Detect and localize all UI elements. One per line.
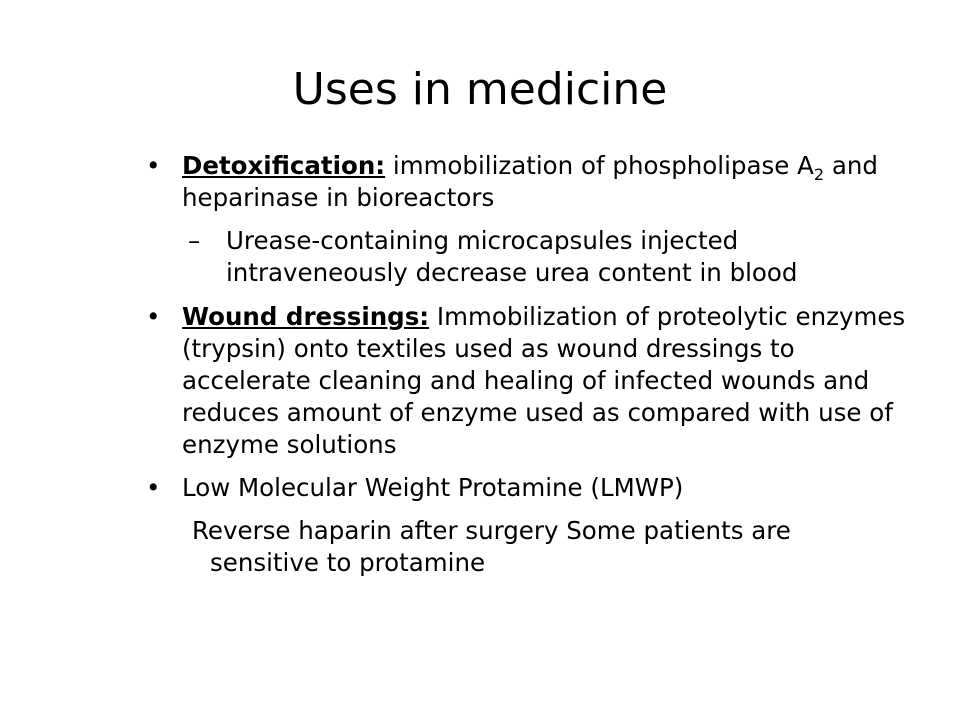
bullet-heading: Wound dressings: <box>182 302 430 331</box>
bullet-heading: Detoxification: <box>182 151 386 180</box>
bullet-marker: • <box>146 473 161 502</box>
subscript-text: 2 <box>813 164 825 184</box>
dash-marker: – <box>188 226 201 255</box>
bullet-text: immobilization of phospholipase A <box>385 151 814 180</box>
plain-text-line: sensitive to protamine <box>210 548 486 577</box>
bullet-wound-dressings <box>146 301 926 461</box>
bullet-marker: • <box>146 151 161 180</box>
bullet-marker: • <box>146 302 161 331</box>
bullet-detoxification <box>146 150 926 214</box>
plain-paragraph-reverse-heparin <box>146 515 926 579</box>
bullet-lmwp <box>146 472 926 504</box>
bullet-text: Immobilization of proteolytic enzymes (trypsin) onto textiles used as wound dressings to accelerate cleaning and healing of infected wounds and reduces amount of enzyme used as compared with use of enzyme solutions <box>182 302 906 459</box>
sub-bullet-urease <box>146 225 926 289</box>
plain-text-line: Reverse haparin after surgery Some patients are <box>192 516 791 545</box>
bullet-text-continued: and heparinase in bioreactors <box>182 151 878 212</box>
slide-title: Uses in medicine <box>292 64 668 115</box>
bullet-text: Low Molecular Weight Protamine (LMWP) <box>182 473 684 502</box>
slide-content <box>146 150 926 579</box>
sub-bullet-text: Urease-containing microcapsules injected intraveneously decrease urea content in blood <box>226 226 798 287</box>
